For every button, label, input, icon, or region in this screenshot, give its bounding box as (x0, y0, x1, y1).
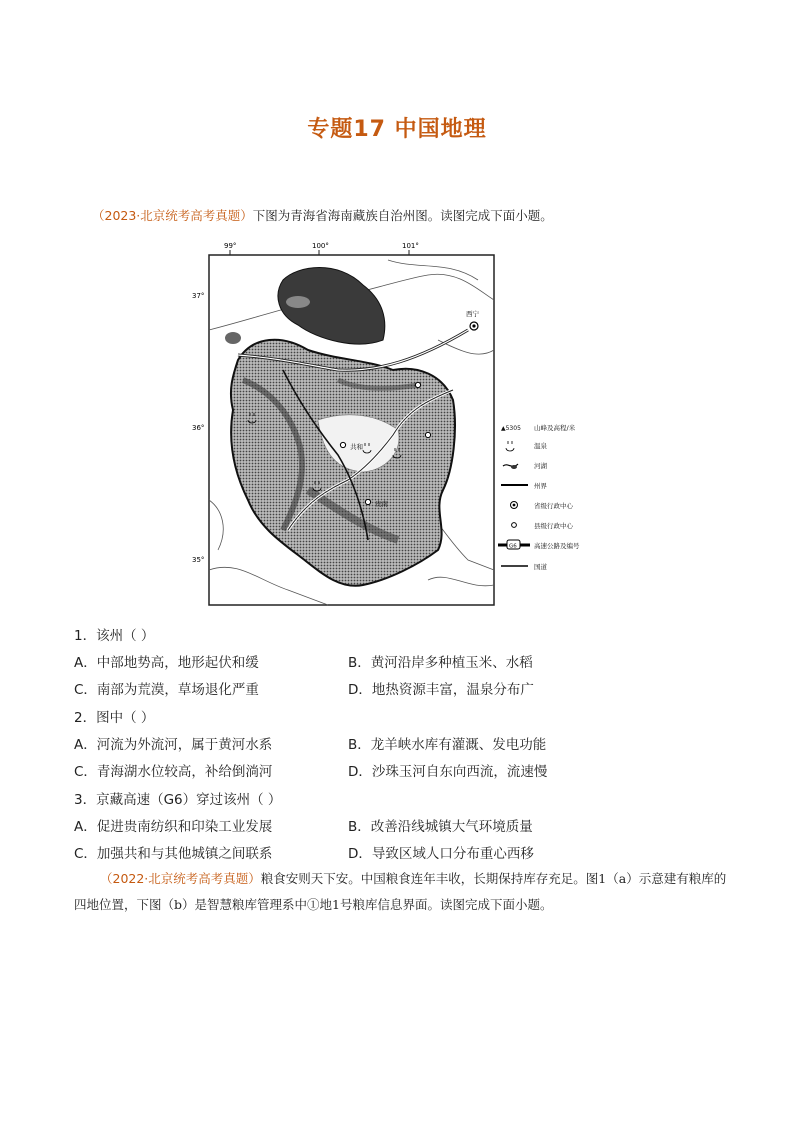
question-intro-2023 (92, 203, 752, 229)
lon-label-101: 101° (402, 242, 419, 250)
place-xining: 西宁 (466, 310, 479, 318)
intro-text-2022: 粮食安则天下安。中国粮食连年丰收，长期保持库存充足。图1（a）示意建有粮库的四地位置，下图（b）是智慧粮库管理系中①地1号粮库信息界面。读图完成下面小题。 (74, 871, 727, 912)
legend-county-label: 县级行政中心 (534, 522, 573, 530)
legend-border-label: 州界 (534, 482, 547, 490)
legend-river-lake-label: 河湖 (534, 462, 547, 470)
q3-option-c[interactable]: C．加强共和与其他城镇之间联系 (74, 846, 273, 862)
q1-option-b[interactable]: B．黄河沿岸多种植玉米、水稻 (348, 655, 533, 671)
hot-spring-icon (506, 441, 514, 451)
question-intro-2022 (74, 866, 734, 918)
legend-hot-spring-label: 温泉 (534, 442, 547, 450)
source-label: （2023·北京统考高考真题） (92, 208, 253, 223)
page-title: 专题17 中国地理 (307, 117, 487, 142)
place-gonghe: 共和 (350, 443, 363, 451)
legend-national-road-label: 国道 (534, 563, 547, 571)
river-lake-icon (503, 464, 518, 469)
q3-option-a[interactable]: A．促进贵南纺织和印染工业发展 (74, 819, 273, 835)
q2-option-d[interactable]: D．沙珠玉河自东向西流，流速慢 (348, 764, 548, 780)
q1-option-d[interactable]: D．地热资源丰富，温泉分布广 (348, 682, 534, 698)
q1-option-c[interactable]: C．南部为荒漠，草场退化严重 (74, 682, 259, 698)
svg-text:G6: G6 (509, 543, 517, 550)
lon-label-100: 100° (312, 242, 329, 250)
question-1-stem: 1．该州（ ） (74, 628, 155, 644)
legend-peak-label: 山峰及高程/米 (534, 424, 576, 432)
q1-option-a[interactable]: A．中部地势高，地形起伏和缓 (74, 655, 259, 671)
lon-label-99: 99° (224, 242, 237, 250)
lat-label-37: 37° (192, 292, 205, 300)
q3-option-d[interactable]: D．导致区域人口分布重心西移 (348, 846, 534, 862)
lat-label-36: 36° (192, 424, 205, 432)
intro-text: 下图为青海省海南藏族自治州图。读图完成下面小题。 (252, 208, 553, 223)
legend-expressway-label: 高速公路及编号 (534, 542, 580, 550)
map-legend (498, 423, 580, 571)
q2-option-a[interactable]: A．河流为外流河，属于黄河水系 (74, 737, 273, 753)
q2-option-b[interactable]: B．龙羊峡水库有灌溉、发电功能 (348, 737, 547, 753)
place-guinan: 贵南 (375, 500, 388, 508)
question-3-stem: 3．京藏高速（G6）穿过该州（ ） (74, 792, 282, 808)
legend-provincial-label: 省级行政中心 (534, 502, 573, 510)
county-seat-icon (512, 523, 517, 528)
hainan-prefecture-map (188, 240, 608, 610)
q3-option-b[interactable]: B．改善沿线城镇大气环境质量 (348, 819, 533, 835)
map-figure (188, 240, 608, 610)
expressway-icon (498, 540, 530, 550)
source-label-2022: （2022·北京统考高考真题） (100, 871, 261, 886)
q2-option-c[interactable]: C．青海湖水位较高，补给倒淌河 (74, 764, 273, 780)
question-2-stem: 2．图中（ ） (74, 710, 155, 726)
provincial-capital-icon (511, 502, 518, 509)
legend-peak-symbol: ▲5305 (501, 425, 521, 432)
lat-label-35: 35° (192, 556, 205, 564)
